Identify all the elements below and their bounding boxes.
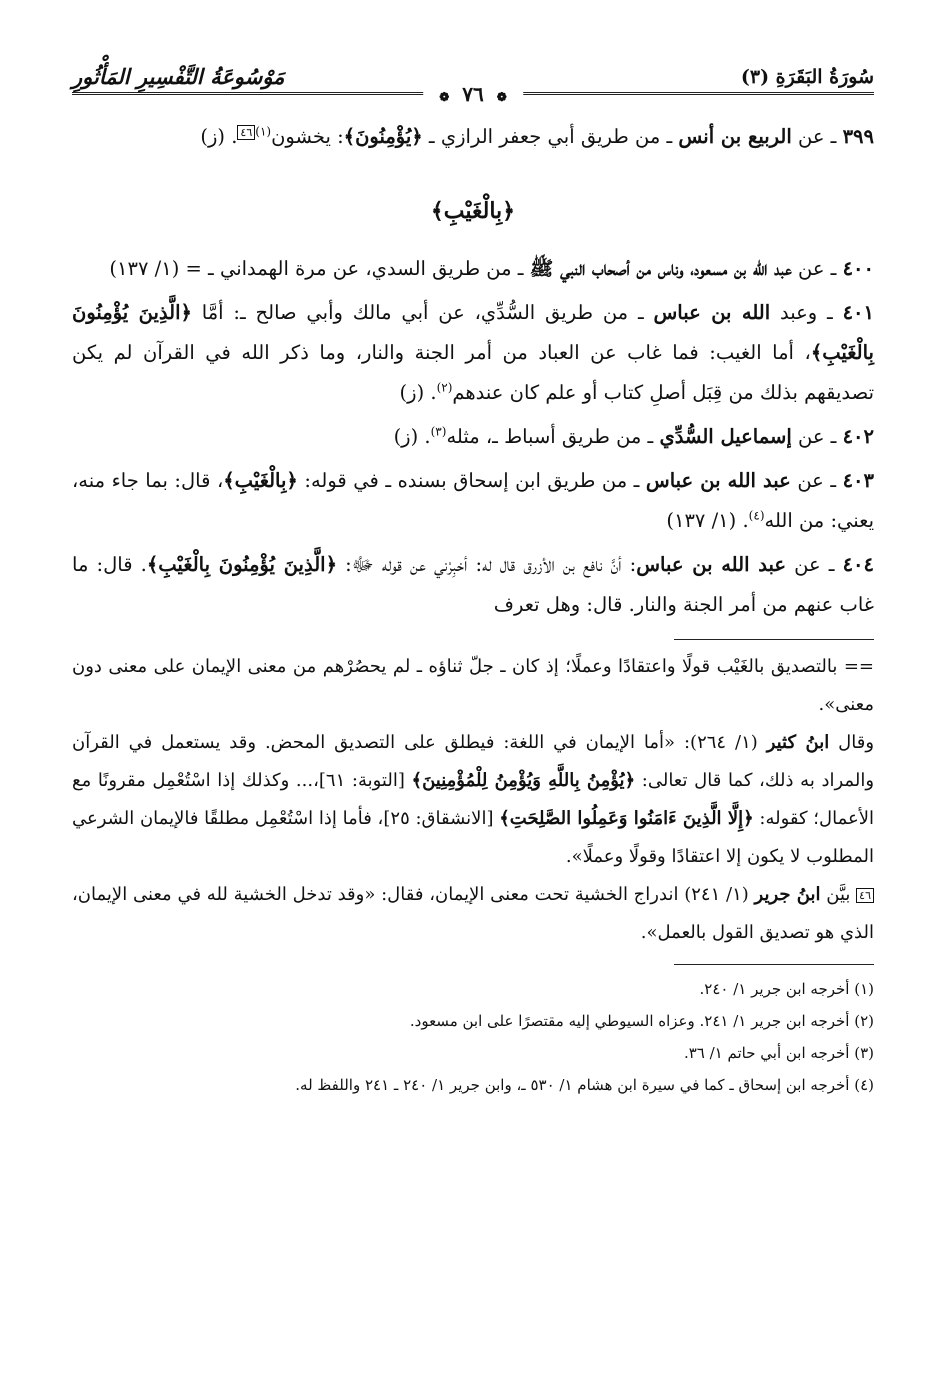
- page-number-block: [423, 82, 523, 106]
- ornament-left-icon: ❁: [439, 90, 450, 104]
- commentary-section: [72, 648, 874, 952]
- narrator-name: عبد الله بن مسعود، وناس من أصحاب النبي ﷺ: [529, 257, 792, 280]
- footnote-ref[interactable]: (١): [255, 124, 272, 139]
- narration-399: [72, 117, 874, 157]
- ornament-right-icon: ❁: [496, 90, 507, 104]
- commentary-divider: [674, 639, 874, 640]
- text-segment: [الانشقاق: ٢٥]، فأما إذا اسْتُعْمِل مطلقًا فالإيمان الشرعي المطلوب لا يكون إلا اعتقادًا وقولًا وعملًا».: [72, 808, 874, 867]
- quran-quote: ﴿يُؤْمِنُونَ﴾: [343, 125, 423, 148]
- narration-404: [72, 545, 874, 625]
- narration-number: ٤٠٠: [842, 257, 874, 280]
- footnote-ref[interactable]: (٤): [748, 508, 765, 523]
- quran-quote: ﴿إِلَّا الَّذِينَ ءَامَنُوا وَعَمِلُوا الصَّلِحَتِ﴾: [499, 808, 754, 829]
- page-number: ٧٦: [462, 82, 484, 106]
- text-segment: ـ من طريق السُّدِّي، عن أبي مالك وأبي صالح ـ: أمَّا: [191, 301, 654, 324]
- narration-number: ٤٠٢: [842, 425, 874, 448]
- footnote: (٤) أخرجه ابن إسحاق ـ كما في سيرة ابن هشام ١/ ٥٣٠ ـ، وابن جرير ١/ ٢٤٠ ـ ٢٤١ واللفظ له.: [295, 1076, 874, 1094]
- narrator-name: عبد الله بن عباس: [636, 553, 786, 576]
- footnote-ref[interactable]: (٢): [436, 380, 453, 395]
- text-segment: ـ من طريق أبي جعفر الرازي ـ: [422, 125, 679, 148]
- text-segment: ـ من طريق أسباط ـ، مثله: [446, 425, 660, 448]
- footnote-ref[interactable]: (٣): [430, 424, 447, 439]
- narration-402: [72, 417, 874, 457]
- quran-quote: ﴿الَّذِينَ يُؤْمِنُونَ بِالْغَيْبِ﴾: [146, 553, 337, 576]
- narrator-name: الله بن عباس: [653, 301, 771, 324]
- quran-quote: ﴿يُؤْمِنُ بِاللَّهِ وَيُؤْمِنُ لِلْمُؤْمِنِينَ﴾: [411, 770, 636, 791]
- page: [72, 52, 874, 1101]
- narration-number: ٣٩٩: [842, 125, 874, 148]
- text-segment: ـ من طريق ابن إسحاق بسنده ـ في قوله:: [297, 469, 646, 492]
- text-segment: ـ عن: [791, 425, 843, 448]
- text-segment: ـ عن: [790, 469, 843, 492]
- narration-400: [72, 249, 874, 289]
- scholar-name: ابنُ كثير: [766, 732, 830, 753]
- text-segment: (١/ ٢٦٤): «أما الإيمان في اللغة: فيطلق على التصديق المحض. وقد يستعمل في القرآن والمراد به ذلك، كما قال تعالى:: [72, 732, 875, 791]
- footnote: (١) أخرجه ابن جرير ١/ ٢٤٠.: [699, 980, 874, 998]
- commentary-paragraph: == بالتصديق بالغَيْب قولًا واعتقادًا وعملًا؛ إذ كان ـ جلّ ثناؤه ـ لم يحصُرْهم من معنى الإيمان على معنى دون معنى».: [72, 656, 874, 715]
- text-segment: : يخشون: [271, 125, 344, 148]
- text-segment: : أنَّ نافع بن الأزرق قال له: أخبِرْني عن قوله ﷻ:: [337, 553, 637, 576]
- surah-title: سُورَةُ البَقَرَةِ (٣): [740, 66, 874, 88]
- footnotes-divider: [674, 964, 874, 965]
- footnote: (٣) أخرجه ابن أبي حاتم ١/ ٣٦.: [683, 1044, 874, 1062]
- text-segment: . (ز): [399, 381, 437, 404]
- commentary-ref-box[interactable]: ٤٦: [856, 888, 874, 903]
- text-segment: (١/ ٢٤١) اندراج الخشية تحت معنى الإيمان، فقال: «وقد تدخل الخشية لله في معنى الإيمان، الذي هو تصديق القول بالعمل».: [72, 884, 874, 943]
- commentary-paragraph: [72, 724, 874, 876]
- commentary-ref-box[interactable]: ٤٦: [237, 125, 255, 140]
- text-segment: ـ من طريق السدي، عن مرة الهمداني ـ = (١/ ١٣٧): [109, 257, 530, 280]
- narration-403: [72, 461, 874, 541]
- footnote: (٢) أخرجه ابن جرير ١/ ٢٤١. وعزاه السيوطي إليه مقتصرًا على ابن مسعود.: [409, 1012, 874, 1030]
- text-segment: . (ز): [200, 125, 238, 148]
- text-segment: [التوبة: ٦١]،... وكذلك إذا اسْتُعْمِل مقرونًا مع الأعمال؛ كقوله:: [72, 770, 875, 829]
- commentary-paragraph: [72, 876, 874, 952]
- section-heading: ﴿بِالْغَيْبِ﴾: [430, 198, 516, 224]
- text-segment: وقال: [829, 732, 875, 753]
- text-segment: ، أما الغيب: فما غاب عن العباد من أمر الجنة والنار، وما ذكر الله في القرآن لم يكن تصديقهم بذلك من قِبَل أصلِ كتاب أو علم كان عندهم: [72, 341, 874, 404]
- text-segment: ـ عن: [791, 257, 843, 280]
- narrator-name: إسماعيل السُّدِّي: [659, 425, 792, 448]
- text-segment: ـ وعبد: [770, 301, 843, 324]
- book-title: مَوْسُوعَةُ التَّفْسِيرِ المَأْثُورِ: [72, 64, 285, 89]
- text-segment: . قال: ما غاب عنهم من أمر الجنة والنار. قال: وهل تعرف: [72, 553, 874, 616]
- narration-401: [72, 293, 874, 413]
- text-segment: ـ عن: [785, 553, 843, 576]
- quran-quote: ﴿بِالْغَيْبِ﴾: [223, 469, 298, 492]
- narrator-name: الربيع بن أنس: [678, 125, 792, 148]
- main-text: [72, 117, 874, 625]
- page-header: [72, 52, 874, 106]
- narration-number: ٤٠١: [842, 301, 874, 324]
- narration-number: ٤٠٤: [842, 553, 874, 576]
- text-segment: . (١/ ١٣٧): [666, 509, 749, 532]
- text-segment: بيَّن: [820, 884, 857, 905]
- scholar-name: ابنُ جرير: [754, 884, 821, 905]
- text-segment: ـ عن: [791, 125, 843, 148]
- quran-quote: ﴿الَّذِينَ يُؤْمِنُونَ بِالْغَيْبِ﴾: [72, 301, 874, 364]
- footnotes: [72, 973, 874, 1101]
- text-segment: . (ز): [393, 425, 431, 448]
- narration-number: ٤٠٣: [842, 469, 874, 492]
- narrator-name: عبد الله بن عباس: [645, 469, 791, 492]
- text-segment: ، قال: بما جاء منه، يعني: من الله: [72, 469, 874, 532]
